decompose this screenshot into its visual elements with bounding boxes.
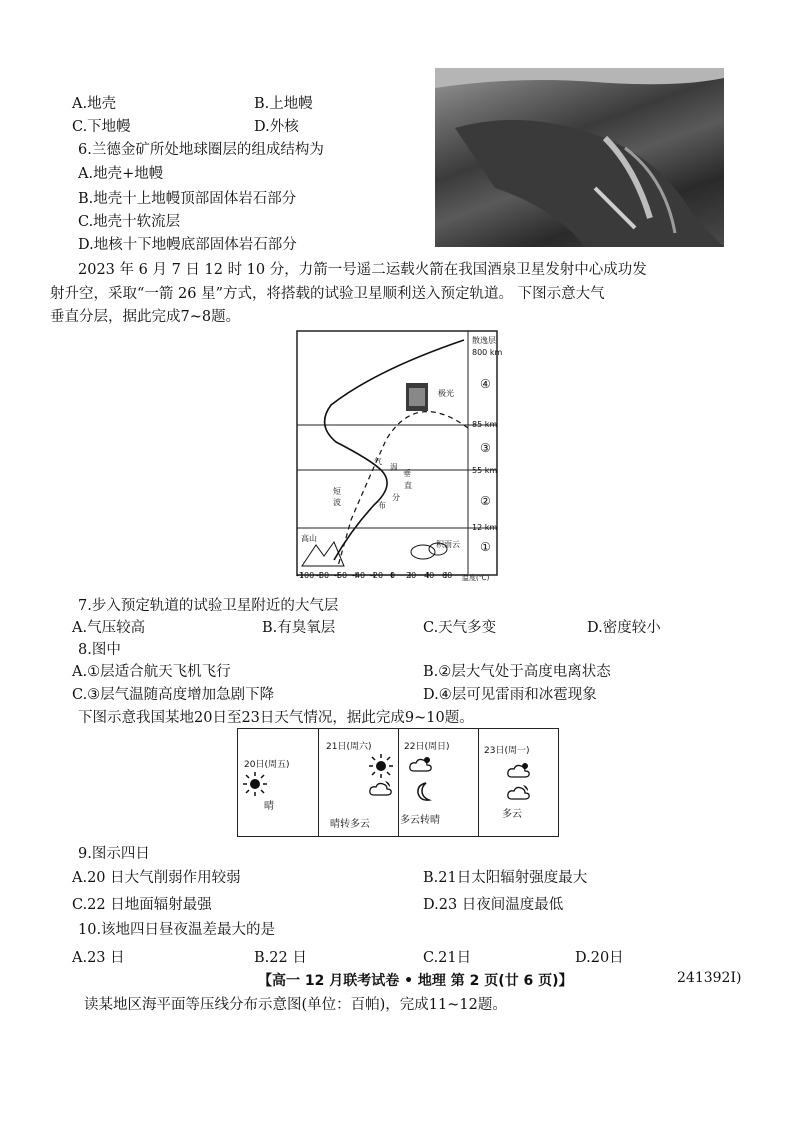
weather-date-22: 22日(周日): [404, 742, 450, 752]
x-tick-60: 60: [442, 571, 453, 580]
x-tick-20: 20: [406, 571, 417, 580]
q8-option-c: C.③层气温随高度增加急剧下降: [72, 687, 275, 703]
partly-cloudy-icon: [408, 755, 434, 775]
temp-curve-char-1: 气: [374, 457, 382, 466]
height-85km: 85 km: [472, 420, 498, 429]
aurora-label: 极光: [438, 389, 454, 398]
temp-curve-char-6: 布: [378, 501, 386, 510]
q7-option-a: A.气压较高: [72, 620, 146, 636]
q7-option-b: B.有臭氧层: [262, 620, 336, 636]
partly-cloudy-night-icon: [506, 783, 532, 803]
page-footer: 【高一 12 月联考试卷 • 地理 第 2 页(廿 6 页)】: [258, 973, 573, 989]
intro-7-8-line2: 射升空，采取“一箭 26 星”方式，将搭载的试验卫星顺利送入预定轨道。 下图示意大气: [50, 286, 605, 302]
weather-desc-22: 多云转晴: [400, 815, 440, 826]
q7-option-d: D.密度较小: [587, 620, 661, 636]
partly-cloudy-night-icon: [368, 779, 394, 799]
partly-cloudy-icon: [506, 761, 532, 781]
intro-9-10: 下图示意我国某地20日至23日天气情况，据此完成9~10题。: [78, 710, 474, 726]
mountain-label: 高山: [301, 534, 317, 543]
q5-option-a: A.地壳: [72, 96, 117, 112]
q6-option-d: D.地核十下地幔底部固体岩石部分: [78, 237, 297, 253]
weather-desc-20: 晴: [264, 801, 274, 812]
q10-option-a: A.23 日: [72, 950, 125, 966]
x-tick-0: 0: [390, 571, 396, 580]
q7-stem: 7.步入预定轨道的试验卫星附近的大气层: [78, 598, 339, 614]
q9-option-c: C.22 日地面辐射最强: [72, 897, 212, 913]
paper-code: 241392I): [677, 970, 742, 986]
q5-option-b: B.上地幔: [254, 96, 313, 112]
weather-panel: [237, 728, 559, 837]
height-12km: 12 km: [472, 523, 498, 532]
q9-stem: 9.图示四日: [78, 846, 150, 862]
q6-option-b: B.地壳十上地幔顶部固体岩石部分: [78, 191, 297, 207]
q8-stem: 8.图中: [78, 642, 121, 658]
weather-date-23: 23日(周一): [484, 746, 530, 756]
q6-option-c: C.地壳十软流层: [78, 214, 181, 230]
q9-option-b: B.21日太阳辐射强度最大: [423, 870, 588, 886]
q10-stem: 10.该地四日昼夜温差最大的是: [78, 922, 276, 938]
q8-option-a: A.①层适合航天飞机飞行: [72, 664, 231, 680]
q6-option-a: A.地壳+地幔: [78, 166, 164, 182]
intro-7-8-line3: 垂直分层，据此完成7~8题。: [50, 309, 241, 325]
x-unit: 温度(℃): [462, 574, 490, 582]
weather-date-21: 21日(周六): [326, 742, 372, 752]
intro-11-12: 读某地区海平面等压线分布示意图(单位：百帕)，完成11~12题。: [84, 997, 507, 1013]
x-tick-minus60: -60: [334, 571, 348, 580]
weather-desc-23: 多云: [502, 809, 522, 820]
x-tick-minus20: -20: [370, 571, 384, 580]
q10-option-b: B.22 日: [254, 950, 307, 966]
height-800km: 800 km: [472, 348, 503, 357]
temp-curve-char-5: 分: [392, 493, 400, 502]
layer-header-exosphere: 散逸层: [472, 336, 496, 345]
layer-3-label: ③: [480, 441, 491, 455]
q9-option-d: D.23 日夜间温度最低: [423, 897, 564, 913]
x-tick-minus40: -40: [352, 571, 366, 580]
sun-icon: [242, 771, 268, 797]
q8-option-d: D.④层可见雷雨和冰雹现象: [423, 687, 597, 703]
height-55km: 55 km: [472, 466, 498, 475]
q6-stem: 6.兰德金矿所处地球圈层的组成结构为: [78, 142, 324, 158]
layer-1-label: ①: [480, 540, 491, 554]
x-tick-minus100: -100: [296, 571, 315, 580]
q10-option-c: C.21日: [423, 950, 472, 966]
moon-icon: [414, 781, 434, 803]
x-tick-40: 40: [424, 571, 435, 580]
temp-curve-char-4: 直: [404, 481, 412, 490]
intro-7-8-line1: 2023 年 6 月 7 日 12 时 10 分，力箭一号遥二运载火箭在我国酒泉卫星发射中心成功发: [78, 262, 647, 278]
q5-option-d: D.外核: [254, 119, 299, 135]
layer-4-label: ④: [480, 377, 491, 391]
sun-icon: [368, 753, 394, 779]
atmosphere-diagram: [296, 330, 502, 586]
temp-curve-char-2: 温: [390, 463, 398, 472]
q9-option-a: A.20 日大气削弱作用较弱: [72, 870, 241, 886]
shortwave-char-1: 短: [333, 487, 341, 496]
gold-mine-photo: [435, 68, 724, 247]
shortwave-char-2: 波: [333, 498, 341, 507]
cloud-label: 积雨云: [436, 540, 460, 549]
layer-2-label: ②: [480, 494, 491, 508]
weather-desc-21: 晴转多云: [330, 819, 370, 830]
q10-option-d: D.20日: [575, 950, 624, 966]
weather-date-20: 20日(周五): [244, 760, 290, 770]
x-tick-minus80: -80: [316, 571, 330, 580]
q8-option-b: B.②层大气处于高度电离状态: [423, 664, 611, 680]
temp-curve-char-3: 垂: [403, 469, 411, 478]
q5-option-c: C.下地幔: [72, 119, 131, 135]
q7-option-c: C.天气多变: [423, 620, 497, 636]
